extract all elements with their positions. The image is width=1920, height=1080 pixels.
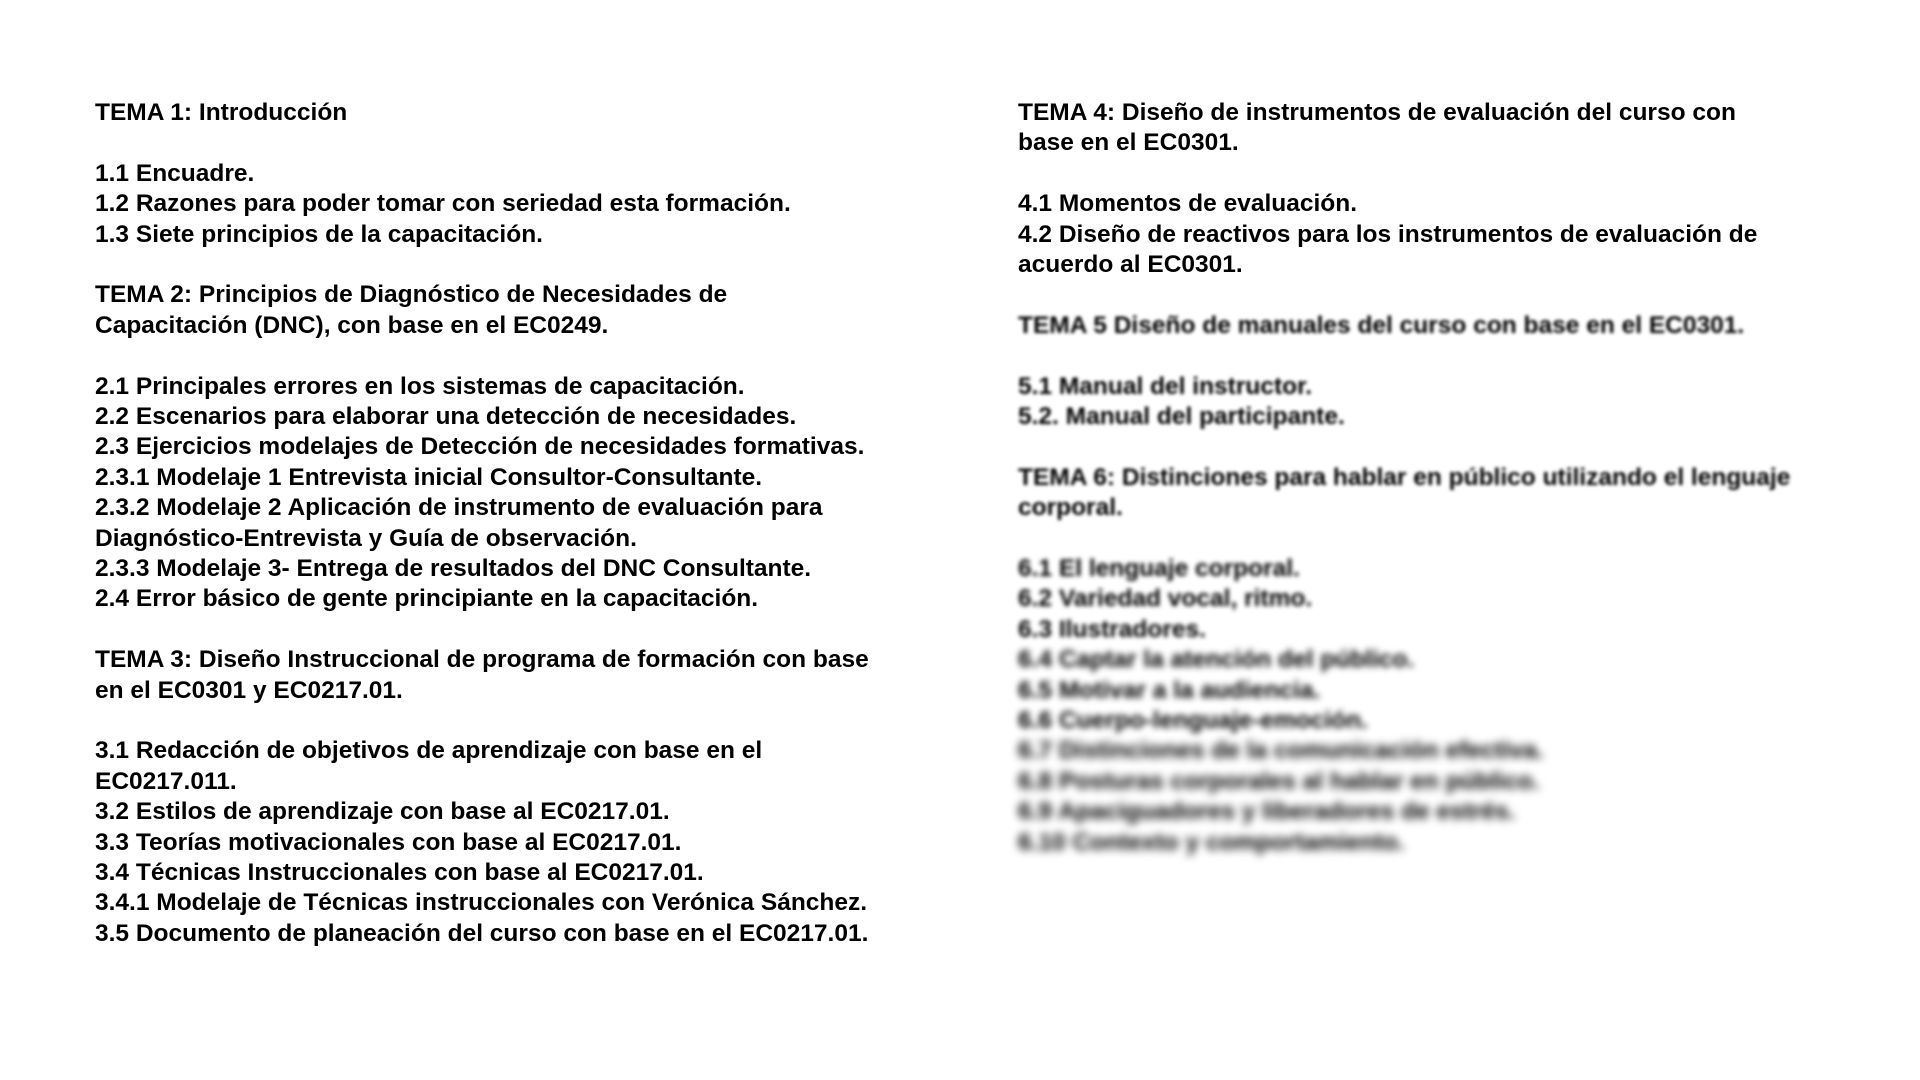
tema3-item: 3.4.1 Modelaje de Técnicas instruccionales con Verónica Sánchez.: [95, 889, 868, 917]
spacer: [1018, 280, 1828, 310]
tema2-item: Diagnóstico-Entrevista y Guía de observación.: [95, 524, 637, 552]
tema1-item: 1.2 Razones para poder tomar con seriedad esta formación.: [95, 190, 791, 218]
tema6-item: 6.5 Motivar a la audiencia.: [1018, 676, 1321, 704]
tema2-item: 2.3 Ejercicios modelajes de Detección de necesidades formativas.: [95, 433, 865, 461]
tema1-item: 1.1 Encuadre.: [95, 159, 255, 187]
tema6-item: 6.1 El lenguaje corporal.: [1018, 555, 1300, 583]
tema3-item: 3.5 Documento de planeación del curso con base en el EC0217.01.: [95, 919, 869, 947]
tema6-item: 6.4 Captar la atención del público.: [1018, 646, 1415, 674]
tema2-title-line1: TEMA 2: Principios de Diagnóstico de Necesidades de: [95, 281, 728, 309]
spacer: [95, 706, 915, 736]
tema2-item: 2.4 Error básico de gente principiante en la capacitación.: [95, 585, 759, 613]
tema3-item: 3.3 Teorías motivacionales con base al EC0217.01.: [95, 828, 682, 856]
right-column: [1018, 98, 1828, 858]
tema6-item: 6.9 Apaciguadores y liberadores de estrés.: [1018, 798, 1516, 826]
tema3-item: 3.1 Redacción de objetivos de aprendizaje con base en el: [95, 737, 763, 765]
tema3-title-line1: TEMA 3: Diseño Instruccional de programa de formación con base: [95, 646, 869, 674]
tema1-title: TEMA 1: Introducción: [95, 99, 348, 126]
spacer: [1018, 432, 1828, 462]
tema6-item: 6.10 Contexto y comportamiento.: [1018, 828, 1405, 856]
tema6-item: 6.8 Posturas corporales al hablar en público.: [1018, 767, 1540, 795]
tema2-item: 2.2 Escenarios para elaborar una detección de necesidades.: [95, 403, 797, 431]
tema6-title-line1: TEMA 6: Distinciones para hablar en público utilizando el lenguaje: [1018, 463, 1791, 491]
spacer: [1018, 159, 1828, 189]
left-column: [95, 98, 915, 949]
tema5-title: TEMA 5 Diseño de manuales del curso con base en el EC0301.: [1018, 311, 1745, 339]
tema6-item: 6.3 Ilustradores.: [1018, 615, 1206, 643]
tema5-item: 5.2. Manual del participante.: [1018, 403, 1345, 431]
tema3-item: 3.4 Técnicas Instruccionales con base al EC0217.01.: [95, 859, 704, 887]
tema2-item: 2.3.1 Modelaje 1 Entrevista inicial Consultor-Consultante.: [95, 463, 763, 491]
tema6-item: 6.6 Cuerpo-lenguaje-emoción.: [1018, 707, 1368, 735]
tema4-item: 4.1 Momentos de evaluación.: [1018, 190, 1358, 218]
tema4-item: 4.2 Diseño de reactivos para los instrumentos de evaluación de: [1018, 220, 1758, 248]
spacer: [95, 341, 915, 371]
spacer: [95, 615, 915, 645]
tema2-item: 2.3.2 Modelaje 2 Aplicación de instrumento de evaluación para: [95, 494, 823, 522]
spacer: [1018, 524, 1828, 554]
tema6-item: 6.2 Variedad vocal, ritmo.: [1018, 585, 1313, 613]
tema2-item: 2.3.3 Modelaje 3- Entrega de resultados del DNC Consultante.: [95, 555, 812, 583]
tema1-item: 1.3 Siete principios de la capacitación.: [95, 220, 543, 248]
spacer: [95, 128, 915, 158]
tema2-title-line2: Capacitación (DNC), con base en el EC0249.: [95, 311, 609, 339]
tema4-title-line2: base en el EC0301.: [1018, 129, 1239, 157]
spacer: [95, 250, 915, 280]
tema6-item: 6.7 Distinciones de la comunicación efectiva.: [1018, 737, 1544, 765]
tema5-item: 5.1 Manual del instructor.: [1018, 372, 1313, 400]
tema3-item: 3.2 Estilos de aprendizaje con base al EC0217.01.: [95, 798, 670, 826]
spacer: [1018, 341, 1828, 371]
tema3-item: EC0217.011.: [95, 767, 237, 795]
tema4-title-line1: TEMA 4: Diseño de instrumentos de evaluación del curso con: [1018, 99, 1736, 126]
tema2-item: 2.1 Principales errores en los sistemas de capacitación.: [95, 372, 745, 400]
tema4-item: acuerdo al EC0301.: [1018, 251, 1243, 279]
tema3-title-line2: en el EC0301 y EC0217.01.: [95, 676, 403, 704]
tema6-title-line2: corporal.: [1018, 494, 1123, 522]
